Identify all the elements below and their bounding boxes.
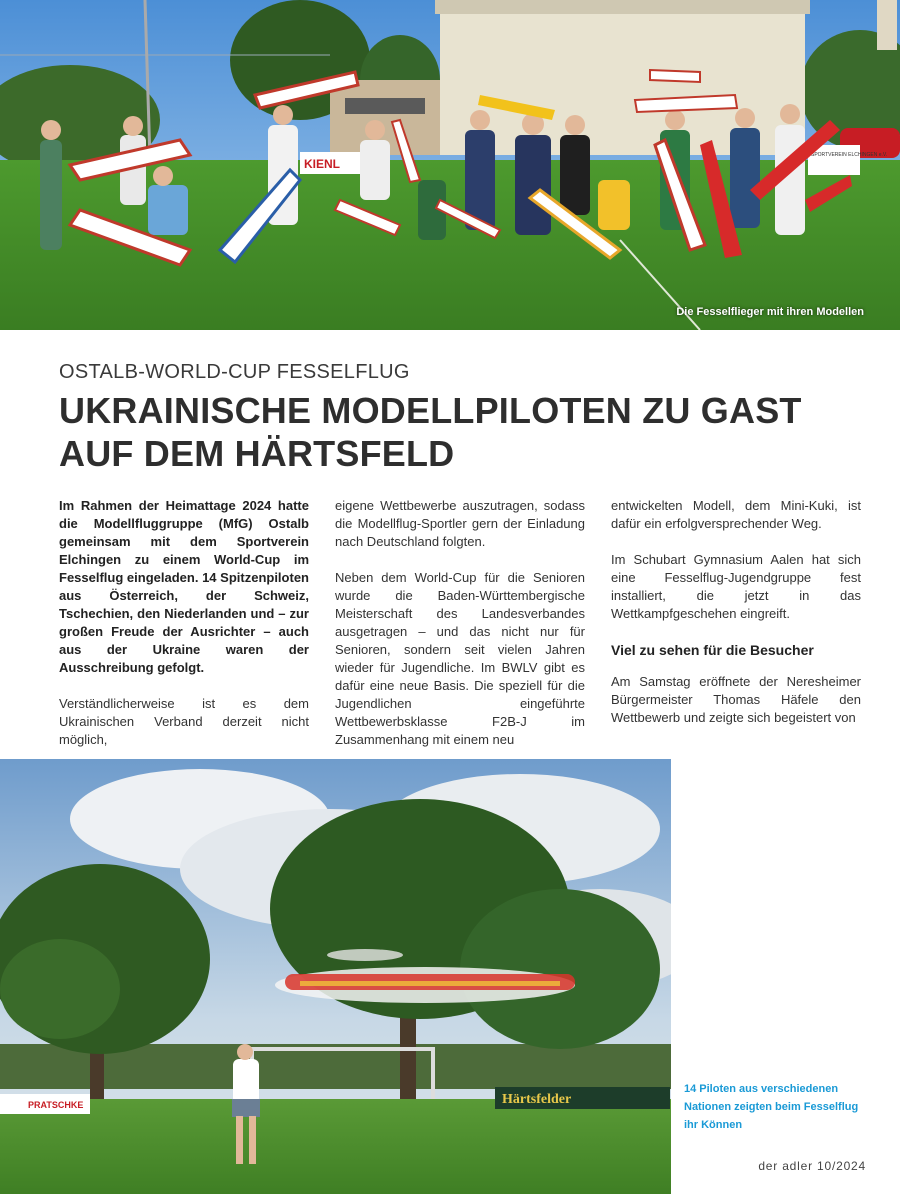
pratschke-banner-text: PRATSCHKE [28,1100,84,1110]
article-paragraph: Verständlicherweise ist es dem Ukrainischen Verband derzeit nicht möglich, [59,696,309,747]
article-paragraph: Am Samstag eröffnete der Neresheimer Bürgermeister Thomas Häfele den Wettbewerb und zeigte sich begeistert von [611,674,861,725]
issue-footer: der adler 10/2024 [758,1159,866,1173]
bottom-photo-caption: 14 Piloten aus verschiedenen Nationen zeigten beim Fesselflug ihr Können [684,1083,859,1131]
article-column-3 [611,497,861,745]
article-paragraph: Neben dem World-Cup für die Senioren wurde die Baden-Württembergische Meisterschaft des Landesverbandes ausgetragen – und das nicht nur für Senioren, sondern seit vielen Jahren wieder für Jugendliche. Im BWLV gibt es dafür eine neue Basis. Die speziell für die Jugendlichen eingeführte Wettbewerbsklasse F2B-J im Zusammenhang mit einem neu [335,570,585,747]
article-lead-paragraph: Im Rahmen der Heimattage 2024 hatte die Modellfluggruppe (MfG) Ostalb gemeinsam mit dem Sportverein Elchingen zu einem World-Cup im Fesselflug eingeladen. 14 Spitzenpiloten aus Österreich, der Schweiz, Tschechien, den Niederlanden und – zur großen Freude der Ausrichter – auch aus der Ukraine waren der Ausschreibung gefolgt. [59,498,309,675]
haertsfelder-banner-text: Härtsfelder [502,1092,572,1107]
article-column-2 [335,497,585,767]
article-subheading: Viel zu sehen für die Besucher [611,642,814,658]
group-photo-illustration [0,0,900,330]
article-paragraph: eigene Wettbewerbe auszutragen, sodass die Modellflug-Sportler gern der Einladung nach Deutschland folgten. [335,498,585,549]
article-paragraph: Im Schubart Gymnasium Aalen hat sich eine Fesselflug-Jugendgruppe fest installiert, die jetzt in das Wettkampfgeschehen eingreift. [611,552,861,621]
article-paragraph: entwickelten Modell, dem Mini-Kuki, ist dafür ein erfolgversprechender Weg. [611,498,861,531]
sportverein-banner-text: SPORTVEREIN ELCHINGEN e.V. [811,152,888,158]
article-headline: UKRAINISCHE MODELLPILOTEN ZU GAST AUF DEM HÄRTSFELD [59,390,802,474]
article-column-1 [59,497,309,767]
flight-photo [0,759,671,1194]
article-kicker: OSTALB-WORLD-CUP FESSELFLUG [59,361,410,383]
flight-photo-illustration [0,759,671,1194]
top-photo-caption: Die Fesselflieger mit ihren Modellen [676,306,864,318]
kienl-banner-text: KIENL [304,157,340,171]
group-photo [0,0,900,330]
